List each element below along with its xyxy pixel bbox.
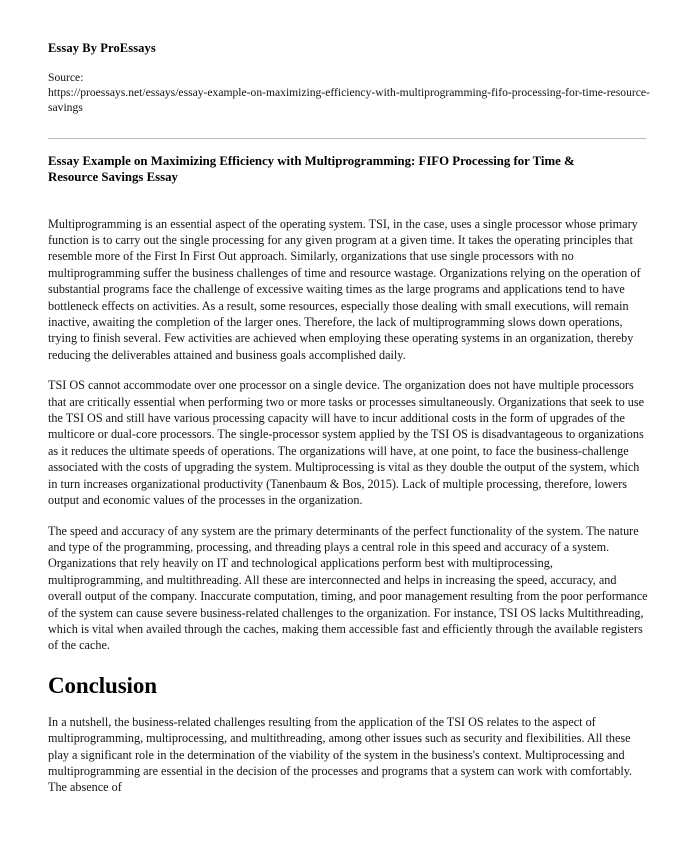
essay-body: [48, 216, 652, 654]
conclusion-body: [48, 714, 652, 796]
header-divider: [48, 138, 646, 139]
conclusion-heading: Conclusion: [48, 672, 157, 698]
source-url[interactable]: https://proessays.net/essays/essay-example-on-maximizing-efficiency-with-multiprogramming-fifo-processing-for-time-resource-savings: [48, 86, 650, 115]
body-paragraph: TSI OS cannot accommodate over one processor on a single device. The organization does not have multiple processors that are critically essential when performing two or more tasks or processes simultaneously. Organizations that seek to use the TSI OS and still have various processing capacity will have to incur additional costs in the form of upgrades of the multicore or dual-core processors. The single-processor system applied by the TSI OS is disadvantageous to organizations as it reduces the ultimate speeds of operations. The organizations will have, at one point, to face the business-challenge associated with the costs of upgrading the system. Multiprocessing is vital as they double the output of the system, which in turn increases organizational productivity (Tanenbaum & Bos, 2015). Lack of multiple processing, therefore, lowers output and economic values of the processes in the organization.: [48, 378, 645, 508]
body-paragraph: The speed and accuracy of any system are the primary determinants of the perfect functionality of the system. The nature and type of the programming, processing, and threading plays a central role in this speed and accuracy of a system. Organizations that rely heavily on IT and technological applications perform best with multiprocessing, multiprogramming, and multithreading. All these are interconnected and helps in increasing the speed, accuracy, and overall output of the company. Inaccurate computation, timing, and poor management resulting from the poor performance of the system can cause severe business-related challenges to the organization. For instance, TSI OS lacks Multithreading, which is vital when availed through the caches, making them accessible fast and efficiently through the available registers of the cache.: [48, 523, 648, 653]
source-block: [48, 70, 652, 116]
page-title: Essay Example on Maximizing Efficiency with Multiprogramming: FIFO Processing for Time & Resource Savings Essay: [48, 153, 575, 185]
body-paragraph: In a nutshell, the business-related challenges resulting from the application of the TSI OS relates to the aspect of multiprogramming, multiprocessing, and multithreading, among other issues such as security and flexibilities. All these play a significant role in the determination of the viability of the system in the business's context. Multiprocessing and multiprogramming are essential in the decision of the processes and programs that a system can work with comfortably. The absence of: [48, 714, 633, 795]
site-header: Essay By ProEssays: [48, 41, 156, 55]
source-label: Source:: [48, 71, 84, 84]
body-paragraph: Multiprogramming is an essential aspect of the operating system. TSI, in the case, uses a single processor whose primary function is to carry out the single processing for any given program at a given time. It takes the operating principles that resemble more of the First In First Out approach. Similarly, organizations that use single processors with no multiprogramming suffer the business challenges of time and resource wastage. Organizations relying on the operation of substantial programs face the challenge of excessive waiting times as the large programs and applications tend to have bottleneck effects on activities. As a result, some resources, especially those dealing with small executions, will remain inactive, awaiting the completion of the larger ones. Therefore, the lack of multiprogramming slows down operations, trying to finish several. Few activities are achieved when employing these operating systems in an organization, thereby reducing the deliverables attained and business goals accomplished daily.: [48, 216, 641, 362]
